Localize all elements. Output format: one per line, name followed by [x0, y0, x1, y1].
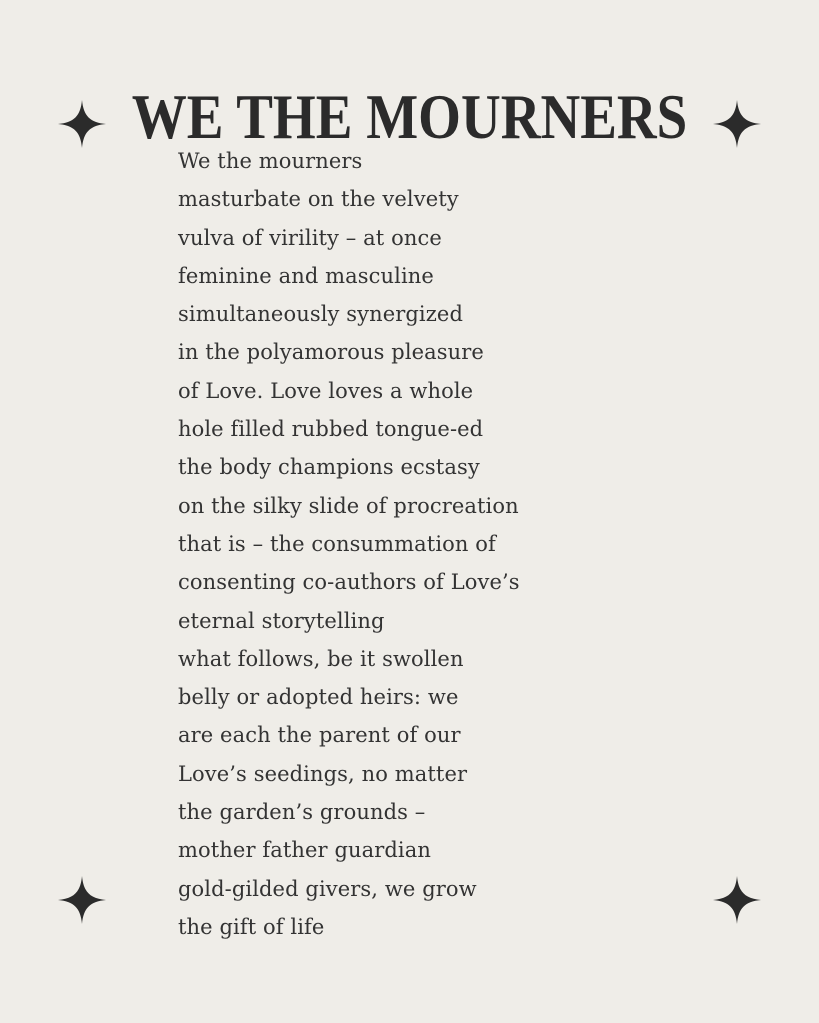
- poem-line: We the mourners: [178, 149, 363, 173]
- poem-title: WE THE MOURNERS: [131, 80, 688, 152]
- poem-line: vulva of virility – at once: [178, 225, 442, 250]
- poem-line: the garden’s grounds –: [178, 800, 426, 825]
- poem-line: the gift of life: [178, 914, 325, 939]
- poem-line: masturbate on the velvety: [178, 187, 459, 212]
- poem-body: [178, 142, 778, 946]
- poem-line: what follows, be it swollen: [178, 646, 464, 671]
- poem-line: on the silky slide of procreation: [178, 493, 519, 518]
- poem-line: eternal storytelling: [178, 608, 385, 633]
- poem-line: gold-gilded givers, we grow: [178, 876, 477, 901]
- poem-line: mother father guardian: [178, 838, 431, 863]
- poem-line: simultaneously synergized: [178, 302, 463, 327]
- poem-line: feminine and masculine: [178, 263, 434, 288]
- poem-line: of Love. Love loves a whole: [178, 378, 474, 403]
- poem-line: the body champions ecstasy: [178, 455, 480, 480]
- poem-line: are each the parent of our: [178, 723, 461, 748]
- poem-line: in the polyamorous pleasure: [178, 340, 484, 365]
- poem-line: belly or adopted heirs: we: [178, 685, 459, 710]
- poem-line: hole filled rubbed tongue-ed: [178, 417, 484, 442]
- poem-line: that is – the consummation of: [178, 531, 496, 556]
- poem-line: Love’s seedings, no matter: [178, 761, 468, 786]
- four-point-star-icon: [58, 876, 106, 924]
- poem-line: consenting co-authors of Love’s: [178, 570, 520, 595]
